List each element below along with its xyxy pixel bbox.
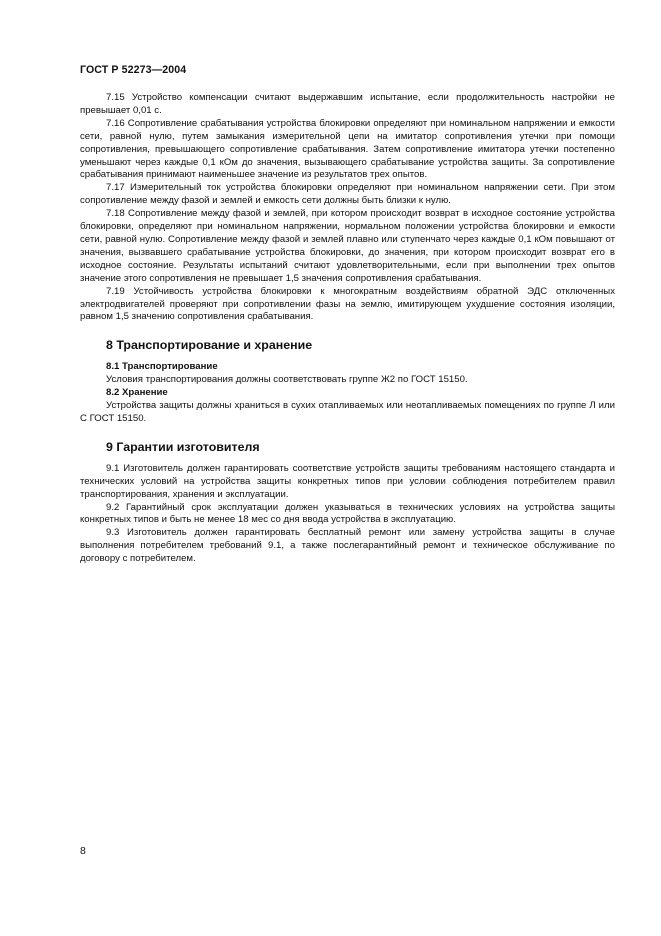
paragraph-7-19: 7.19 Устойчивость устройства блокировки к многократным воздействиям обратной ЭДС отключенных электродвигателей проверяют при сопротивлении фазы на землю, имитирующем ухудшение состояния изоляции, равном 1,5 значению сопротивления срабатывания. (80, 285, 615, 323)
paragraph-7-16: 7.16 Сопротивление срабатывания устройства блокировки определяют при номинальном напряжении и емкости сети, равной нулю, путем замыкания измерительной цепи на имитатор сопротивления утечки при помощи сопротивления, превышающего сопротивление срабатывания. Затем сопротивление имитатора утечки постепенно уменьшают через каждые 0,1 кОм до значения, вызывающего срабатывание устройства защиты. За сопротивление срабатывания принимают наименьшее значение из результатов трех опытов. (80, 117, 615, 181)
document-body (80, 92, 615, 566)
paragraph-7-17: 7.17 Измерительный ток устройства блокировки определяют при номинальном напряжении сети. При этом сопротивление между фазой и землей и емкость сети должны быть близки к нулю. (80, 182, 615, 207)
paragraph-8-1: Условия транспортирования должны соответствовать группе Ж2 по ГОСТ 15150. (106, 374, 468, 386)
subsection-8-1-heading: 8.1 Транспортирование (106, 361, 218, 373)
document-header: ГОСТ Р 52273—2004 (80, 64, 187, 76)
paragraph-7-15: 7.15 Устройство компенсации считают выдержавшим испытание, если продолжительность настройки не превышает 0,01 с. (80, 92, 615, 116)
subsection-8-2-heading: 8.2 Хранение (106, 387, 168, 399)
paragraph-9-3: 9.3 Изготовитель должен гарантировать бесплатный ремонт или замену устройства защиты в случае выполнения потребителем требований 9.1, а также послегарантийный ремонт и техническое обслуживание по договору с потребителем. (80, 527, 615, 565)
paragraph-9-1: 9.1 Изготовитель должен гарантировать соответствие устройств защиты требованиям настоящего стандарта и технических условий на устройства защиты конкретных типов при условии соблюдения потребителем правил транспортирования, хранения и эксплуатации. (80, 462, 615, 500)
section-8-heading: 8 Транспортирование и хранение (106, 338, 313, 353)
paragraph-9-2: 9.2 Гарантийный срок эксплуатации должен указываться в технических условиях на устройства защиты конкретных типов и быть не менее 18 мес со дня ввода устройства в эксплуатацию. (80, 501, 615, 526)
page-number: 8 (80, 845, 86, 857)
paragraph-8-2: Устройства защиты должны храниться в сухих отапливаемых или неотапливаемых помещениях по группе Л или С ГОСТ 15150. (80, 400, 615, 424)
paragraph-7-18: 7.18 Сопротивление между фазой и землей, при котором происходит возврат в исходное состояние устройства блокировки, определяют при номинальном напряжении, нормальном положении устройства блокировки и емкости сети, равной нулю. Сопротивление между фазой и землей плавно или ступенчато через каждые 0,1 кОм повышают от значения, вызвавшего срабатывание устройства блокировки, до значения, при котором происходит возврат его в исходное состояние. Результаты испытаний считают удовлетворительными, если при выполнении трех опытов значение этого сопротивления не превышает 1,5 значения сопротивления срабатывания. (80, 208, 615, 284)
section-9-heading: 9 Гарантии изготовителя (106, 439, 260, 454)
